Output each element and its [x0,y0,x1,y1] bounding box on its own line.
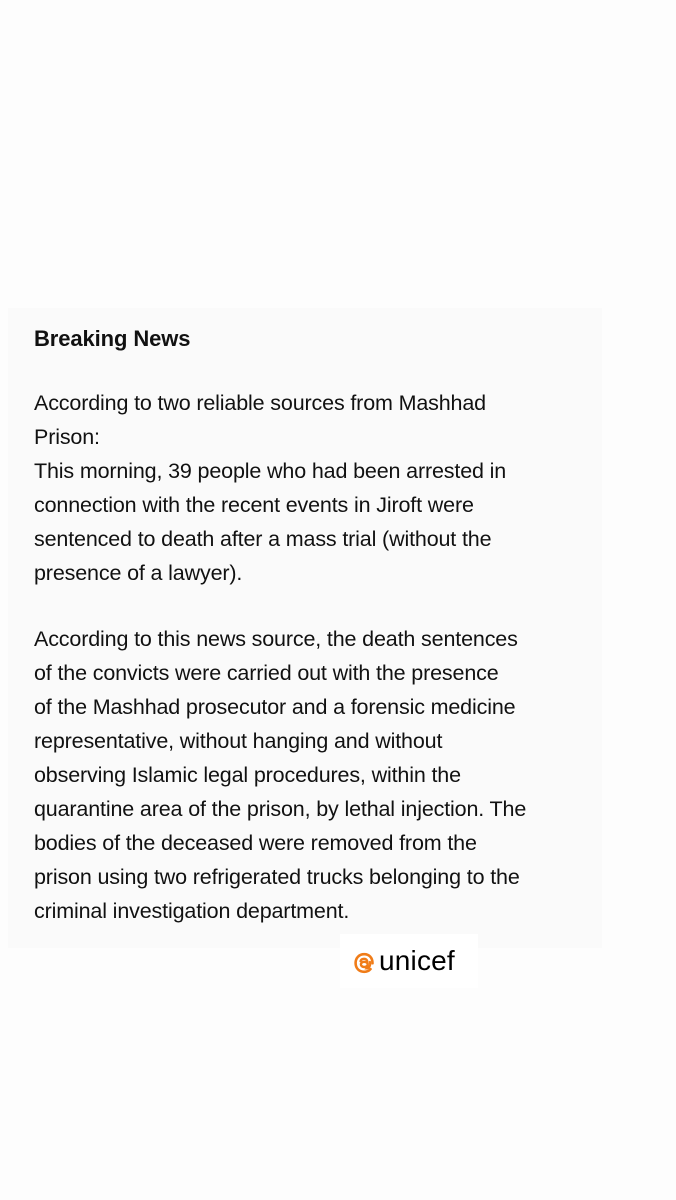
article-paragraph-1: According to two reliable sources from Mashhad Prison: This morning, 39 people who had been arrested in connection with the recent events in Jiroft were sentenced to death after a mass trial (without the presence of a lawyer). [34,391,507,585]
handle-text: unicef [379,945,455,976]
threads-icon [352,951,376,975]
threads-handle-watermark [340,934,478,988]
article-body [34,386,594,928]
article-paragraph-2: According to this news source, the death sentences of the convicts were carried out with the presence of the Mashhad prosecutor and a forensic medicine representative, without hanging and without observing Islamic legal procedures, within the quarantine area of the prison, by lethal injection. The bodies of the deceased were removed from the prison using two refrigerated trucks belonging to the criminal investigation department. [34,627,527,923]
headline: Breaking News [34,326,191,351]
